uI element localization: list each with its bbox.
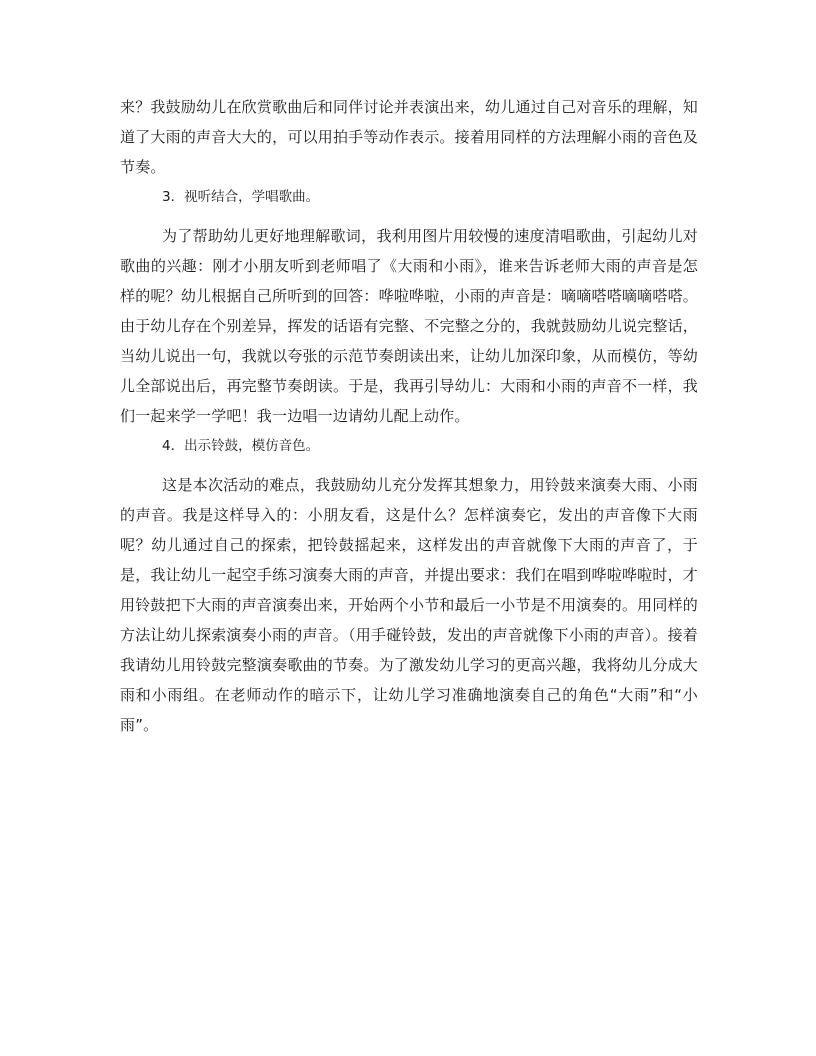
paragraph-continuation: 来？我鼓励幼儿在欣赏歌曲后和同伴讨论并表演出来，幼儿通过自己对音乐的理解，知道了大雨的声音大大的，可以用拍手等动作表示。接着用同样的方法理解小雨的音色及节奏。 (120, 98, 698, 176)
section-heading-3: 3．视听结合，学唱歌曲。 (162, 189, 320, 205)
document-page (120, 92, 698, 740)
paragraph-section-3: 为了帮助幼儿更好地理解歌词，我利用图片用较慢的速度清唱歌曲，引起幼儿对歌曲的兴趣：刚才小朋友听到老师唱了《大雨和小雨》，谁来告诉老师大雨的声音是怎样的呢？幼儿根据自己所听到的回答：哗啦哗啦，小雨的声音是：嘀嘀嗒嗒嘀嘀嗒嗒。由于幼儿存在个别差异，挥发的话语有完整、不完整之分的，我就鼓励幼儿说完整话，当幼儿说出一句，我就以夸张的示范节奏朗读出来，让幼儿加深印象，从而模仿，等幼儿全部说出后，再完整节奏朗读。于是，我再引导幼儿：大雨和小雨的声音不一样，我们一起来学一学吧！我一边唱一边请幼儿配上动作。 (120, 227, 698, 425)
paragraph-section-4: 这是本次活动的难点，我鼓励幼儿充分发挥其想象力，用铃鼓来演奏大雨、小雨的声音。我是这样导入的：小朋友看，这是什么？怎样演奏它，发出的声音像下大雨呢？幼儿通过自己的探索，把铃鼓摇起来，这样发出的声音就像下大雨的声音了，于是，我让幼儿一起空手练习演奏大雨的声音，并提出要求：我们在唱到哗啦哗啦时，才用铃鼓把下大雨的声音演奏出来，开始两个小节和最后一小节是不用演奏的。用同样的方法让幼儿探索演奏小雨的声音。（用手碰铃鼓，发出的声音就像下小雨的声音）。接着我请幼儿用铃鼓完整演奏歌曲的节奏。为了激发幼儿学习的更高兴趣，我将幼儿分成大雨和小雨组。在老师动作的暗示下，让幼儿学习准确地演奏自己的角色“大雨”和“小雨”。 (120, 476, 698, 734)
section-heading-4: 4．出示铃鼓，模仿音色。 (162, 438, 320, 454)
